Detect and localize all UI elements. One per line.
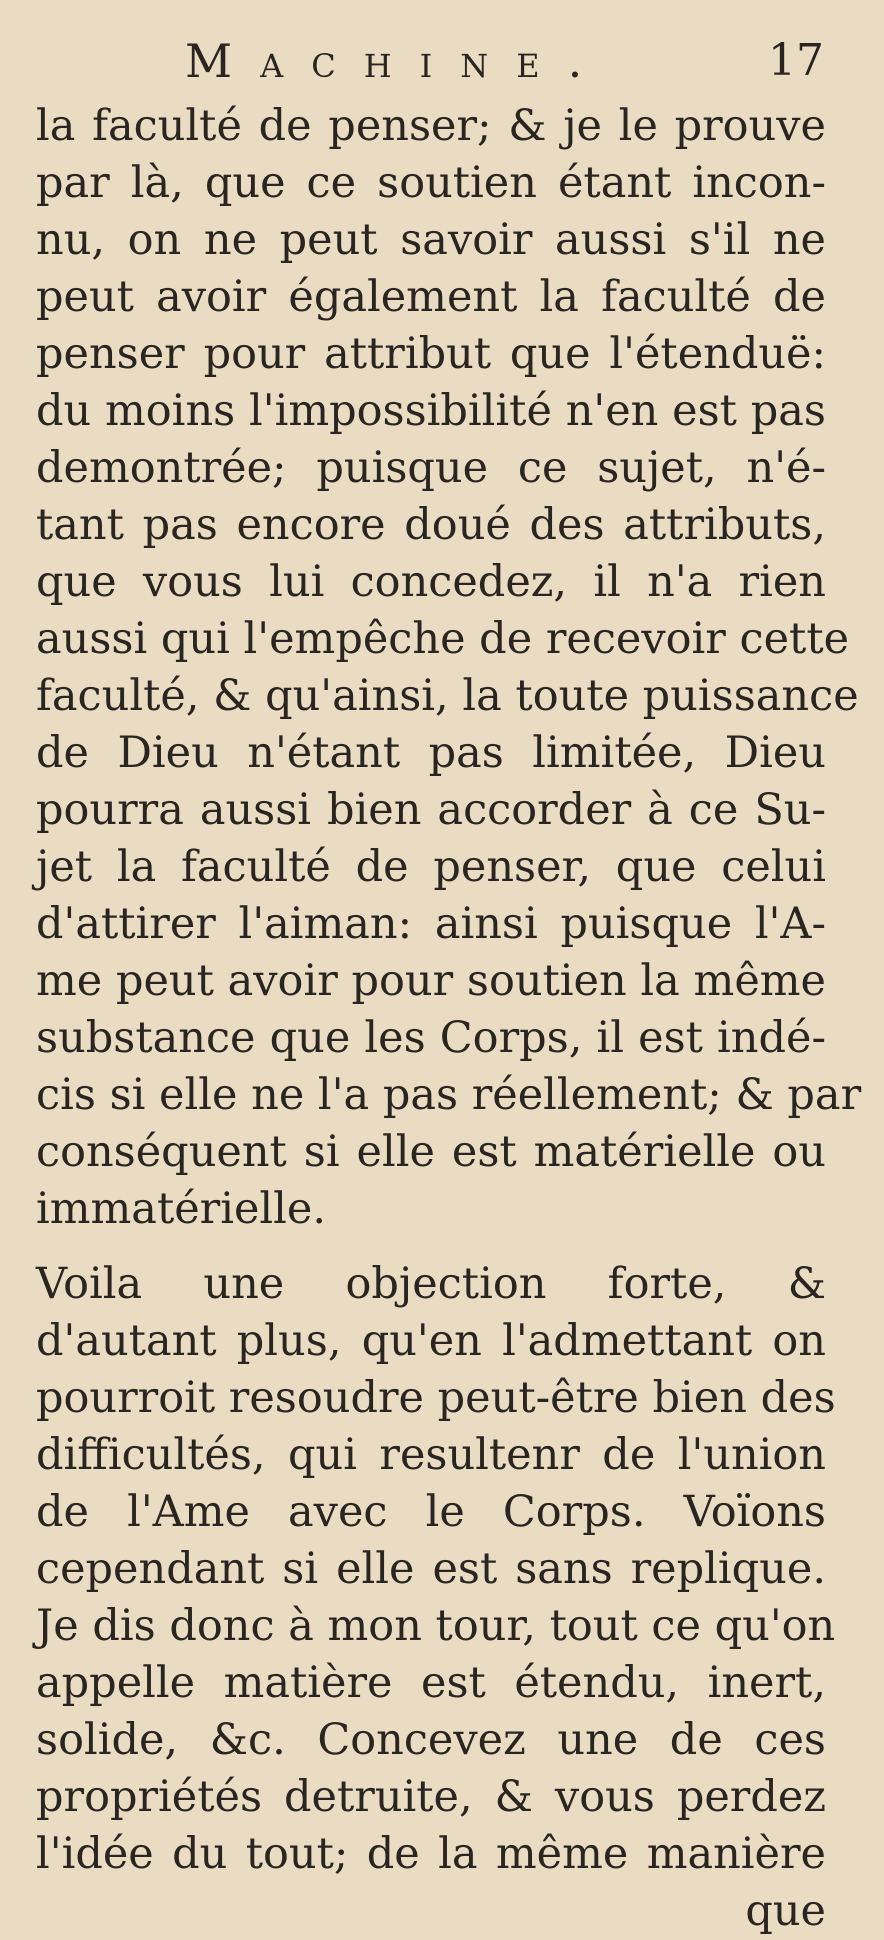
text-line: aussi qui l'empêche de recevoir cette [36,614,850,664]
text-line: tant pas encore doué des attributs, [36,500,826,550]
running-head [0,30,884,90]
text-line: faculté, & qu'ainsi, la toute puissance [36,671,859,721]
body-text [36,98,862,1940]
text-line: de Dieu n'étant pas limitée, Dieu [36,728,826,778]
text-line: solide, &c. Concevez une de ces [36,1715,826,1765]
paragraph-1 [36,98,862,1238]
text-line: Voila une objection forte, & [36,1259,826,1309]
catchword: que [745,1886,826,1936]
paragraph-break [36,1238,826,1256]
text-line: me peut avoir pour soutien la même [36,956,826,1006]
running-title: Machine. [185,34,611,88]
text-line: propriétés detruite, & vous perdez [36,1772,826,1822]
text-line: pourra aussi bien accorder à ce Su- [36,785,826,835]
text-line: l'idée du tout; de la même manière [36,1829,826,1879]
text-line: par là, que ce soutien étant incon- [36,158,826,208]
text-line: conséquent si elle est matérielle ou [36,1127,826,1177]
page-number: 17 [768,35,824,86]
text-line: d'attirer l'aiman: ainsi puisque l'A- [36,899,826,949]
text-line: appelle matière est étendu, inert, [36,1658,826,1708]
text-line: que vous lui concedez, il n'a rien [36,557,826,607]
text-line: la faculté de penser; & je le prouve [36,101,826,151]
text-line: jet la faculté de penser, que celui [36,842,826,892]
text-line: du moins l'impossibilité n'en est pas [36,386,826,436]
text-line: demontrée; puisque ce sujet, n'é- [36,443,826,493]
text-line: difficultés, qui resultenr de l'union [36,1430,826,1480]
text-line: peut avoir également la faculté de [36,272,826,322]
text-line: immatérielle. [36,1184,327,1234]
text-line: nu, on ne peut savoir aussi s'il ne [36,215,826,265]
text-line: cependant si elle est sans replique. [36,1544,826,1594]
text-line: d'autant plus, qu'en l'admettant on [36,1316,826,1366]
text-line: substance que les Corps, il est indé- [36,1013,826,1063]
paragraph-2 [36,1256,836,1883]
text-line: Je dis donc à mon tour, tout ce qu'on [36,1601,836,1651]
text-line: penser pour attribut que l'étenduë: [36,329,826,379]
text-line: cis si elle ne l'a pas réellement; & par [36,1070,862,1120]
text-line: de l'Ame avec le Corps. Voïons [36,1487,826,1537]
text-line: pourroit resoudre peut-être bien des [36,1373,836,1423]
